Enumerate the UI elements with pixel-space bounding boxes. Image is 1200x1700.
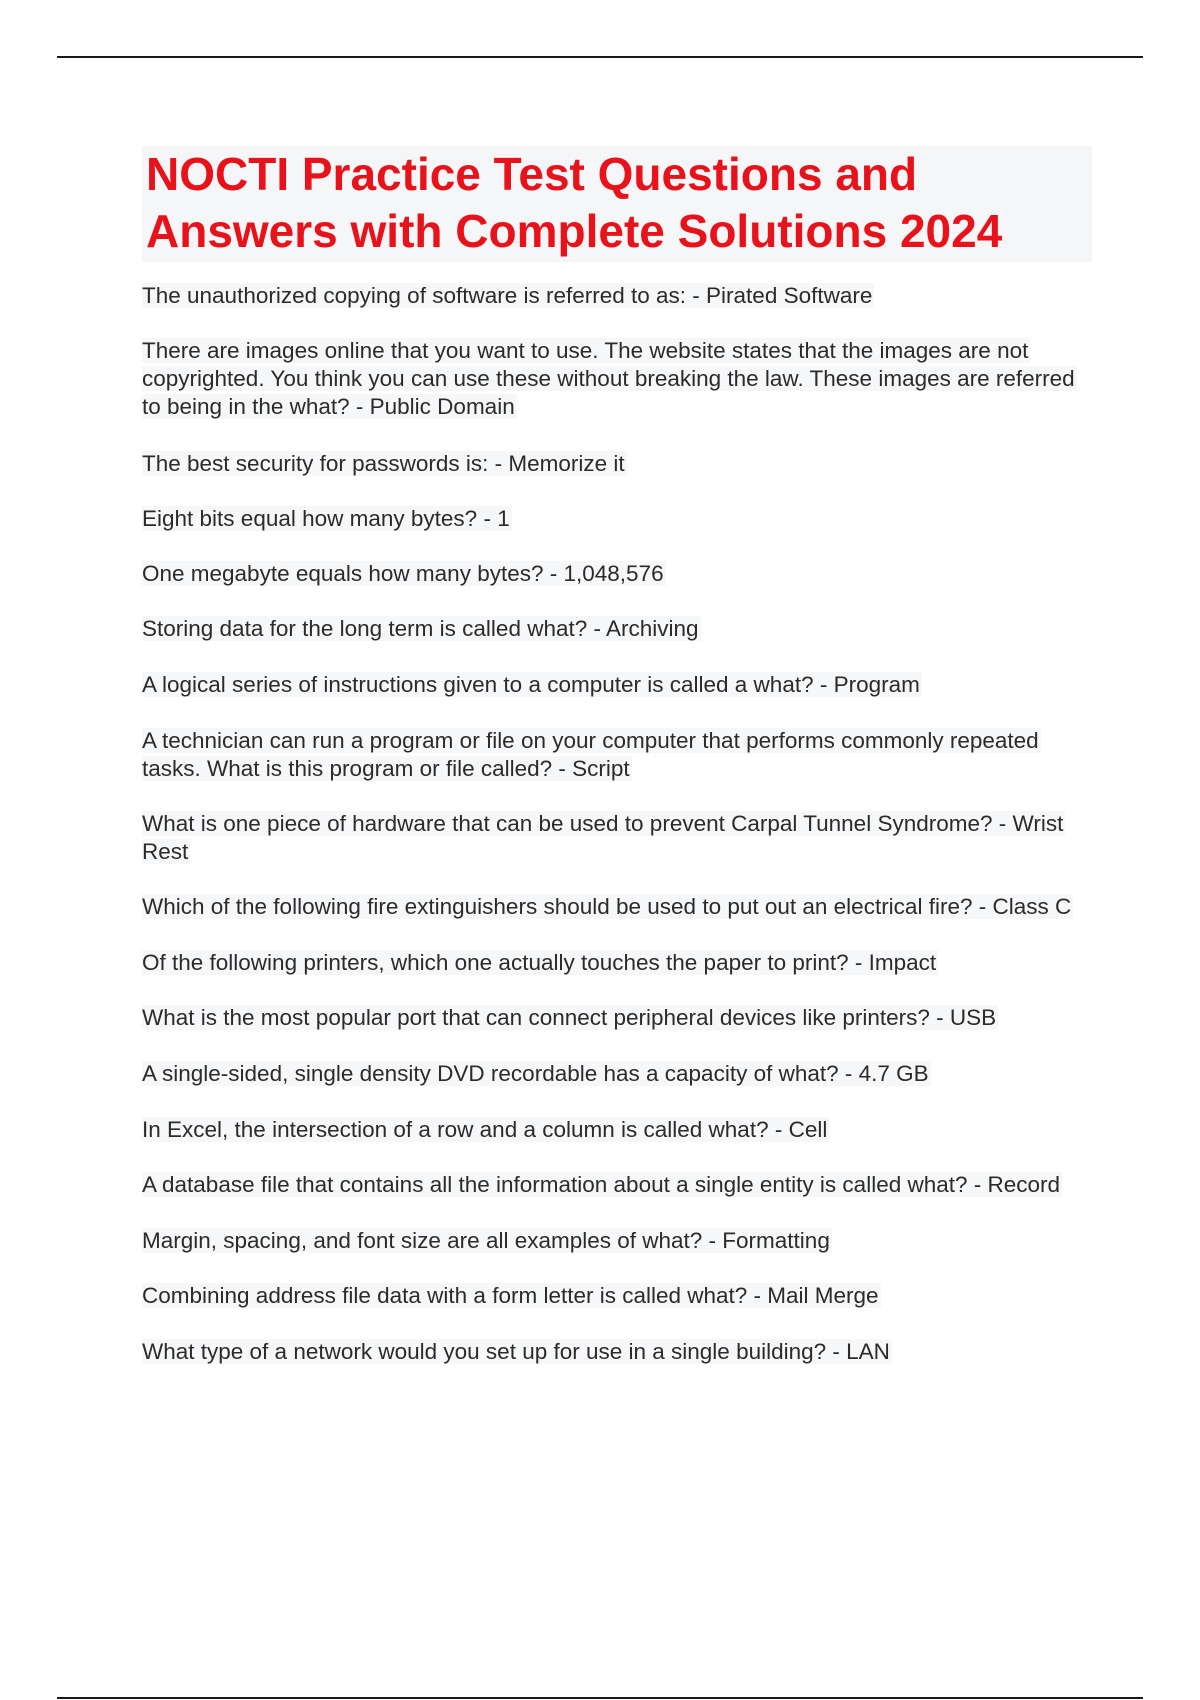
qa-text: There are images online that you want to use. The website states that the images are not copyrighted. You think you can use these without breaking the law. These images are referred to being in the what? - Public Domain (142, 338, 1075, 419)
qa-text: A database file that contains all the information about a single entity is called what? - Record (142, 1172, 1061, 1197)
qa-item (142, 337, 1082, 421)
qa-item (142, 450, 1082, 478)
qa-text: Which of the following fire extinguishers should be used to put out an electrical fire? - Class C (142, 894, 1072, 919)
qa-text: Of the following printers, which one actually touches the paper to print? - Impact (142, 950, 937, 975)
document-title: NOCTI Practice Test Questions and Answers with Complete Solutions 2024 (146, 148, 1003, 257)
qa-text: Eight bits equal how many bytes? - 1 (142, 506, 510, 531)
qa-text: Margin, spacing, and font size are all examples of what? - Formatting (142, 1228, 830, 1253)
qa-item (142, 1338, 1082, 1366)
title-block (142, 146, 1092, 262)
qa-item (142, 727, 1082, 783)
qa-item (142, 1282, 1082, 1310)
qa-text: What is one piece of hardware that can be used to prevent Carpal Tunnel Syndrome? - Wrist Rest (142, 811, 1064, 864)
qa-text: Storing data for the long term is called what? - Archiving (142, 616, 699, 641)
qa-item (142, 1116, 1082, 1144)
qa-item (142, 560, 1082, 588)
qa-text: Combining address file data with a form letter is called what? - Mail Merge (142, 1283, 879, 1308)
qa-text: A technician can run a program or file on your computer that performs commonly repeated tasks. What is this program or file called? - Script (142, 728, 1039, 781)
qa-text: In Excel, the intersection of a row and a column is called what? - Cell (142, 1117, 828, 1142)
qa-text: One megabyte equals how many bytes? - 1,048,576 (142, 561, 664, 586)
qa-item (142, 1227, 1082, 1255)
qa-text: What type of a network would you set up for use in a single building? - LAN (142, 1339, 890, 1364)
qa-text: The best security for passwords is: - Memorize it (142, 451, 625, 476)
qa-text: A single-sided, single density DVD recordable has a capacity of what? - 4.7 GB (142, 1061, 929, 1086)
qa-item (142, 671, 1082, 699)
qa-item (142, 1004, 1082, 1032)
qa-item (142, 615, 1082, 643)
qa-item (142, 1171, 1082, 1199)
qa-list (142, 282, 1082, 1366)
qa-item (142, 810, 1082, 866)
qa-item (142, 1060, 1082, 1088)
qa-item (142, 282, 1082, 310)
qa-text: What is the most popular port that can connect peripheral devices like printers? - USB (142, 1005, 997, 1030)
qa-item (142, 949, 1082, 977)
qa-item (142, 893, 1082, 921)
qa-text: A logical series of instructions given to a computer is called a what? - Program (142, 672, 920, 697)
bottom-divider (57, 1697, 1143, 1699)
top-divider (57, 56, 1143, 58)
qa-item (142, 505, 1082, 533)
qa-text: The unauthorized copying of software is referred to as: - Pirated Software (142, 283, 873, 308)
